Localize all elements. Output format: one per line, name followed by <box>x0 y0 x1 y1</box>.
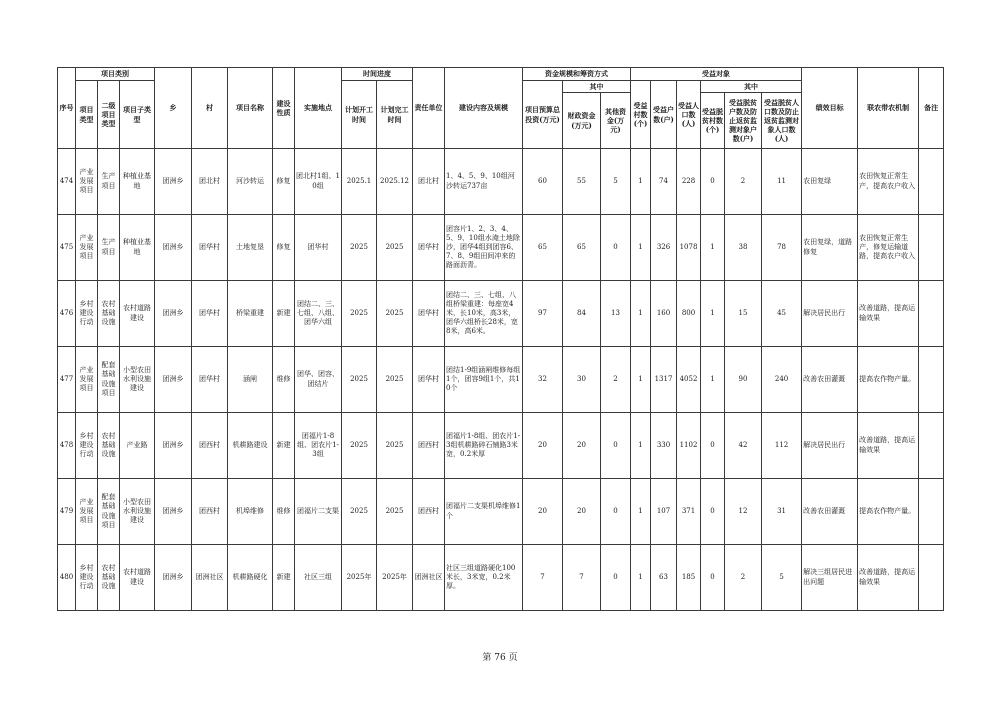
cell-bp: 228 <box>677 149 701 215</box>
cell-pv: 0 <box>701 413 725 479</box>
cell-ph: 2 <box>725 545 762 611</box>
cell-budget: 7 <box>523 545 563 611</box>
cell-bh: 74 <box>651 149 677 215</box>
cell-name: 桥梁重建 <box>228 281 273 347</box>
cell-other: 2 <box>601 347 631 413</box>
cell-bh: 63 <box>651 545 677 611</box>
cell-location: 社区三组 <box>295 545 342 611</box>
cell-type: 乡村建设行动 <box>76 281 98 347</box>
cell-bh: 1317 <box>651 347 677 413</box>
cell-bp: 4052 <box>677 347 701 413</box>
cell-sub2: 生产项目 <box>98 149 120 215</box>
table-row <box>58 413 944 479</box>
cell-pv: 1 <box>701 281 725 347</box>
table-row <box>58 347 944 413</box>
cell-town: 团洲乡 <box>155 149 192 215</box>
col-remark: 备注 <box>919 68 944 149</box>
cell-other: 5 <box>601 149 631 215</box>
cell-village: 团华村 <box>192 347 228 413</box>
cell-sub: 农村道路建设 <box>120 545 155 611</box>
cell-end: 2025 <box>377 215 413 281</box>
cell-nature: 新建 <box>273 413 295 479</box>
cell-ph: 2 <box>725 149 762 215</box>
col-township: 乡 <box>155 68 192 149</box>
cell-bv: 1 <box>631 281 651 347</box>
cell-other: 13 <box>601 281 631 347</box>
cell-bp: 1102 <box>677 413 701 479</box>
cell-fiscal: 84 <box>563 281 601 347</box>
cell-sub: 小型农田水利设施建设 <box>120 347 155 413</box>
cell-town: 团洲乡 <box>155 347 192 413</box>
cell-unit: 团西村 <box>413 413 445 479</box>
cell-sub: 农村道路建设 <box>120 281 155 347</box>
cell-budget: 60 <box>523 149 563 215</box>
cell-other: 0 <box>601 545 631 611</box>
cell-pp: 5 <box>762 545 802 611</box>
cell-bv: 1 <box>631 215 651 281</box>
cell-unit: 团华村 <box>413 347 445 413</box>
cell-ph: 15 <box>725 281 762 347</box>
col-project-category: 项目类别 <box>76 68 155 81</box>
cell-start: 2025 <box>342 215 377 281</box>
table-row <box>58 545 944 611</box>
cell-pp: 78 <box>762 215 802 281</box>
cell-content: 团结1-9组涵闸维修每组1个，团容9组1个，共10个 <box>445 347 523 413</box>
cell-village: 团华村 <box>192 215 228 281</box>
col-sub-type-level2: 二级项目类型 <box>98 81 120 149</box>
col-other: 其他资金(万元) <box>601 93 631 149</box>
cell-end: 2025 <box>377 281 413 347</box>
cell-end: 2025 <box>377 479 413 545</box>
col-location: 实施地点 <box>295 68 342 149</box>
cell-type: 产业发展项目 <box>76 347 98 413</box>
cell-mech: 改善道路，提高运输效果 <box>858 545 919 611</box>
col-budget: 项目预算总投资(万元) <box>523 81 563 149</box>
cell-content: 团结二、三、七组、八组桥梁重建：每座宽4米，长10米，高3米，团华六组桥长28米，宽8米，高6米。 <box>445 281 523 347</box>
cell-village: 团北村 <box>192 149 228 215</box>
cell-seq: 475 <box>58 215 76 281</box>
cell-nature: 新建 <box>273 281 295 347</box>
cell-seq: 478 <box>58 413 76 479</box>
cell-end: 2025年 <box>377 545 413 611</box>
cell-remark <box>919 479 944 545</box>
cell-goal: 农田复绿 <box>802 149 858 215</box>
cell-ph: 90 <box>725 347 762 413</box>
cell-name: 河沙转运 <box>228 149 273 215</box>
cell-nature: 修复 <box>273 149 295 215</box>
cell-other: 0 <box>601 215 631 281</box>
cell-location: 团北村1组、10组 <box>295 149 342 215</box>
cell-village: 团西村 <box>192 479 228 545</box>
cell-type: 产业发展项目 <box>76 215 98 281</box>
cell-seq: 474 <box>58 149 76 215</box>
col-content: 建设内容及规模 <box>445 68 523 149</box>
cell-other: 0 <box>601 413 631 479</box>
cell-bh: 160 <box>651 281 677 347</box>
cell-unit: 团北村 <box>413 149 445 215</box>
cell-mech: 改善道路，提高运输效果 <box>858 413 919 479</box>
cell-goal: 解决居民出行 <box>802 413 858 479</box>
cell-pv: 0 <box>701 479 725 545</box>
cell-sub: 产业路 <box>120 413 155 479</box>
cell-town: 团洲乡 <box>155 413 192 479</box>
cell-remark <box>919 281 944 347</box>
cell-sub2: 农村基础设施 <box>98 281 120 347</box>
cell-start: 2025 <box>342 479 377 545</box>
cell-town: 团洲乡 <box>155 215 192 281</box>
cell-bp: 1078 <box>677 215 701 281</box>
col-poor-households: 受益脱贫户数及防止返贫监测对象户数(户) <box>725 93 762 149</box>
cell-unit: 团西村 <box>413 479 445 545</box>
cell-bp: 800 <box>677 281 701 347</box>
cell-town: 团洲乡 <box>155 545 192 611</box>
cell-pp: 31 <box>762 479 802 545</box>
cell-location: 团福片1-8组、团农片1-3组 <box>295 413 342 479</box>
cell-end: 2025 <box>377 347 413 413</box>
cell-fiscal: 20 <box>563 413 601 479</box>
cell-sub: 小型农田水利设施建设 <box>120 479 155 545</box>
cell-pv: 0 <box>701 545 725 611</box>
cell-village: 团华村 <box>192 281 228 347</box>
col-village: 村 <box>192 68 228 149</box>
project-table <box>57 67 944 611</box>
cell-end: 2025.12 <box>377 149 413 215</box>
cell-goal: 解决三组居民进出问题 <box>802 545 858 611</box>
cell-nature: 维修 <box>273 347 295 413</box>
cell-name: 机耕路建设 <box>228 413 273 479</box>
cell-content: 团福片二支渠机埠维修1个 <box>445 479 523 545</box>
cell-start: 2025年 <box>342 545 377 611</box>
cell-mech: 提高农作物产量。 <box>858 347 919 413</box>
cell-content: 1、4、5、9、10组河沙转运737亩 <box>445 149 523 215</box>
cell-fiscal: 65 <box>563 215 601 281</box>
cell-village: 团西村 <box>192 413 228 479</box>
cell-nature: 维修 <box>273 479 295 545</box>
cell-start: 2025 <box>342 413 377 479</box>
cell-start: 2025 <box>342 347 377 413</box>
cell-goal: 改善农田灌溉 <box>802 347 858 413</box>
col-poor-villages: 受益脱贫村数(个) <box>701 93 725 149</box>
cell-bp: 371 <box>677 479 701 545</box>
cell-budget: 20 <box>523 413 563 479</box>
cell-sub: 种植业基地 <box>120 215 155 281</box>
cell-type: 产业发展项目 <box>76 149 98 215</box>
cell-bh: 330 <box>651 413 677 479</box>
table-row <box>58 215 944 281</box>
cell-fiscal: 20 <box>563 479 601 545</box>
cell-bp: 185 <box>677 545 701 611</box>
col-funding-of-which: 其中 <box>563 81 631 93</box>
cell-location: 团福片二支渠 <box>295 479 342 545</box>
cell-mech: 农田恢复正常生产，修复运输道路，提高农户收入 <box>858 215 919 281</box>
cell-pp: 112 <box>762 413 802 479</box>
cell-budget: 65 <box>523 215 563 281</box>
cell-pp: 11 <box>762 149 802 215</box>
cell-pv: 0 <box>701 149 725 215</box>
cell-name: 土地复垦 <box>228 215 273 281</box>
cell-bh: 107 <box>651 479 677 545</box>
cell-ph: 12 <box>725 479 762 545</box>
col-ben-of-which: 其中 <box>701 81 802 93</box>
table-body <box>58 149 944 611</box>
cell-goal: 改善农田灌溉 <box>802 479 858 545</box>
cell-ph: 38 <box>725 215 762 281</box>
col-ben-population: 受益人口数(人) <box>677 81 701 149</box>
col-mechanism: 联农带农机制 <box>858 68 919 149</box>
cell-budget: 97 <box>523 281 563 347</box>
col-time-progress: 时间进度 <box>342 68 413 81</box>
cell-mech: 改善道路，提高运输效果 <box>858 281 919 347</box>
cell-content: 社区三组道路硬化100米长，3米宽，0.2米厚。 <box>445 545 523 611</box>
cell-seq: 476 <box>58 281 76 347</box>
col-poor-population: 受益脱贫人口数及防止返贫监测对象人口数(人) <box>762 93 802 149</box>
cell-end: 2025 <box>377 413 413 479</box>
cell-remark <box>919 347 944 413</box>
cell-seq: 480 <box>58 545 76 611</box>
cell-type: 产业发展项目 <box>76 479 98 545</box>
cell-budget: 32 <box>523 347 563 413</box>
col-fiscal: 财政资金(万元) <box>563 93 601 149</box>
col-nature: 建设性质 <box>273 68 295 149</box>
cell-type: 乡村建设行动 <box>76 545 98 611</box>
cell-pv: 1 <box>701 347 725 413</box>
cell-name: 机埠维修 <box>228 479 273 545</box>
cell-seq: 479 <box>58 479 76 545</box>
col-beneficiaries: 受益对象 <box>631 68 802 81</box>
cell-pv: 1 <box>701 215 725 281</box>
cell-type: 乡村建设行动 <box>76 413 98 479</box>
cell-bv: 1 <box>631 479 651 545</box>
col-start: 计划开工时间 <box>342 81 377 149</box>
cell-location: 团华、团容、团结片 <box>295 347 342 413</box>
cell-content: 团容片1、2、3、4、5、9、10组水淹土地除沙，团华4组到团容6、7、8、9组田间冲来的路面沥青。 <box>445 215 523 281</box>
cell-name: 机耕路硬化 <box>228 545 273 611</box>
cell-fiscal: 7 <box>563 545 601 611</box>
cell-town: 团洲乡 <box>155 479 192 545</box>
cell-bv: 1 <box>631 347 651 413</box>
cell-nature: 修复 <box>273 215 295 281</box>
col-funding: 资金规模和筹资方式 <box>523 68 631 81</box>
page-number: 第 76 页 <box>482 653 518 663</box>
cell-nature: 新建 <box>273 545 295 611</box>
cell-fiscal: 30 <box>563 347 601 413</box>
cell-remark <box>919 215 944 281</box>
cell-mech: 提高农作物产量。 <box>858 479 919 545</box>
cell-fiscal: 55 <box>563 149 601 215</box>
cell-location: 团华村 <box>295 215 342 281</box>
cell-start: 2025.1 <box>342 149 377 215</box>
col-sub-type: 项目子类型 <box>120 81 155 149</box>
cell-sub: 种植业基地 <box>120 149 155 215</box>
col-ben-villages: 受益村数(个) <box>631 81 651 149</box>
cell-sub2: 配套基础设施项目 <box>98 479 120 545</box>
table-row <box>58 281 944 347</box>
cell-goal: 解决居民出行 <box>802 281 858 347</box>
cell-bv: 1 <box>631 413 651 479</box>
cell-pp: 240 <box>762 347 802 413</box>
col-goal: 绩效目标 <box>802 68 858 149</box>
cell-budget: 20 <box>523 479 563 545</box>
col-project-type: 项目类型 <box>76 81 98 149</box>
col-project-name: 项目名称 <box>228 68 273 149</box>
cell-pp: 45 <box>762 281 802 347</box>
cell-location: 团结二、三、七组、八组、团华六组 <box>295 281 342 347</box>
cell-sub2: 农村基础设施 <box>98 413 120 479</box>
cell-name: 涵闸 <box>228 347 273 413</box>
table-row <box>58 479 944 545</box>
cell-unit: 团洲社区 <box>413 545 445 611</box>
col-ben-households: 受益户数(户) <box>651 81 677 149</box>
cell-sub2: 配套基础设施项目 <box>98 347 120 413</box>
col-responsible: 责任单位 <box>413 68 445 149</box>
cell-sub2: 生产项目 <box>98 215 120 281</box>
table-row <box>58 149 944 215</box>
cell-bh: 326 <box>651 215 677 281</box>
cell-remark <box>919 545 944 611</box>
cell-goal: 农田复绿，道路修复 <box>802 215 858 281</box>
cell-other: 0 <box>601 479 631 545</box>
cell-unit: 团华村 <box>413 215 445 281</box>
cell-bv: 1 <box>631 545 651 611</box>
cell-remark <box>919 149 944 215</box>
cell-village: 团洲社区 <box>192 545 228 611</box>
cell-seq: 477 <box>58 347 76 413</box>
cell-bv: 1 <box>631 149 651 215</box>
col-end: 计划完工时间 <box>377 81 413 149</box>
cell-mech: 农田恢复正常生产，提高农户收入 <box>858 149 919 215</box>
cell-content: 团福片1-8组、团农片1-3组机耕路碎石铺路3米宽，0.2米厚 <box>445 413 523 479</box>
cell-remark <box>919 413 944 479</box>
cell-unit: 团华村 <box>413 281 445 347</box>
col-seq: 序号 <box>58 68 76 149</box>
cell-sub2: 农村基础设施 <box>98 545 120 611</box>
cell-start: 2025 <box>342 281 377 347</box>
cell-ph: 42 <box>725 413 762 479</box>
table-header <box>58 68 944 149</box>
cell-town: 团洲乡 <box>155 281 192 347</box>
